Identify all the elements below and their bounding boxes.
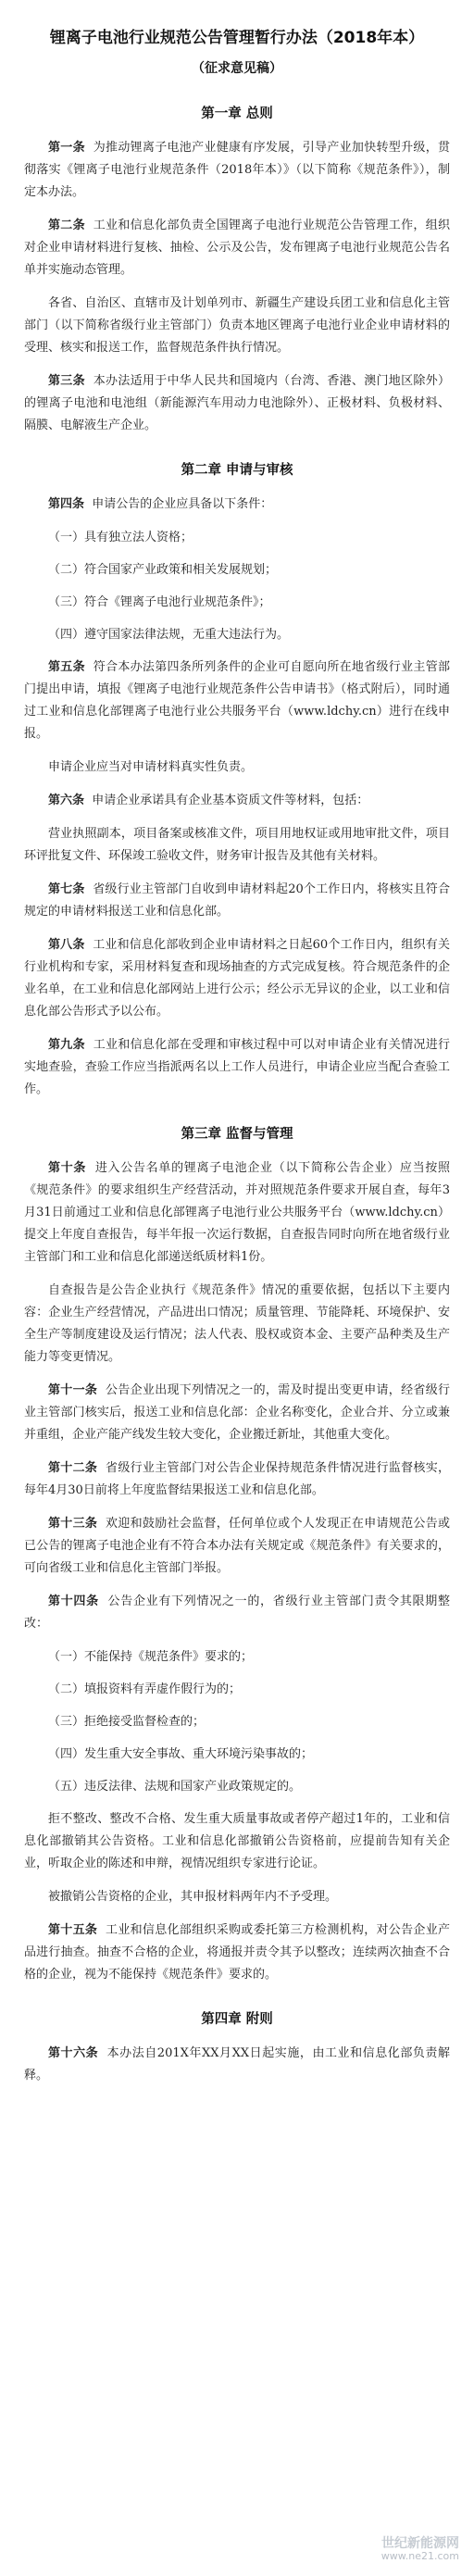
article-paragraph — [24, 757, 450, 779]
article-paragraph — [24, 1591, 450, 1635]
list-item — [24, 1776, 450, 1798]
article-text: 被撤销公告资格的企业，其申报材料两年内不予受理。 — [48, 1890, 338, 1904]
article-number: 第十二条 — [48, 1461, 98, 1475]
article-number: 第一条 — [48, 141, 85, 155]
article-number: 第十五条 — [48, 1923, 98, 1937]
article-paragraph — [24, 823, 450, 868]
article-number: 第五条 — [48, 660, 85, 674]
article-number: 第十六条 — [48, 2046, 99, 2060]
article-number: 第四条 — [48, 497, 85, 511]
article-paragraph — [24, 1513, 450, 1580]
article-text: 申请企业承诺具有企业基本资质文件等材料，包括： — [92, 794, 369, 807]
watermark-name: 世纪新能源网 — [381, 2536, 459, 2551]
article-number: 第三条 — [48, 374, 85, 388]
article-text: （四）发生重大安全事故、重大环境污染事故的； — [48, 1747, 314, 1761]
article-text: 工业和信息化部收到企业申请材料之日起60个工作日内，组织有关行业机构和专家，采用材料复查和现场抽查的方式完成复核。符合规范条件的企业名单，在工业和信息化部网站上进行公示；经公示无异议的企业，以工业和信息化部公告形式予以公布。 — [24, 938, 450, 1019]
list-item — [24, 1711, 450, 1733]
article-number: 第十一条 — [48, 1383, 98, 1397]
article-text: 营业执照副本，项目备案或核准文件，项目用地权证或用地审批文件，项目环评批复文件、环保竣工验收文件，财务审计报告及其他有关材料。 — [24, 827, 450, 863]
chapters-container — [24, 103, 450, 2087]
article-paragraph — [24, 1808, 450, 1875]
article-text: （三）符合《锂离子电池行业规范条件》； — [48, 595, 271, 609]
article-text: （四）遵守国家法律法规，无重大违法行为。 — [48, 628, 290, 642]
article-paragraph — [24, 293, 450, 359]
article-text: 申请企业应当对申请材料真实性负责。 — [48, 760, 254, 774]
article-paragraph — [24, 2043, 450, 2087]
article-text: 欢迎和鼓励社会监督，任何单位或个人发现正在申请规范公告或已公告的锂离子电池企业有不符合本办法有关规定或《规范条件》有关要求的，可向省级工业和信息化主管部门举报。 — [24, 1517, 450, 1575]
article-paragraph — [24, 137, 450, 204]
article-text: 省级行业主管部门对公告企业保持规范条件情况进行监督核实，每年4月30日前将上年度监督结果报送工业和信息化部。 — [24, 1461, 450, 1497]
article-text: 拒不整改、整改不合格、发生重大质量事故或者停产超过1年的，工业和信息化部撤销其公告资格。工业和信息化部撤销公告资格前，应提前告知有关企业，听取企业的陈述和申辩，视情况组织专家进行论证。 — [24, 1812, 450, 1870]
article-number: 第十条 — [48, 1161, 87, 1175]
watermark-url: www.ne21.com — [380, 2550, 459, 2562]
article-paragraph — [24, 494, 450, 516]
article-text: 公告企业有下列情况之一的，省级行业主管部门责令其限期整改： — [24, 1594, 450, 1631]
article-text: 本办法自201X年XX月XX日起实施，由工业和信息化部负责解释。 — [24, 2046, 450, 2082]
list-item — [24, 559, 450, 581]
article-text: （三）拒绝接受监督检查的； — [48, 1715, 206, 1729]
site-watermark — [381, 2537, 459, 2563]
document-title: 锂离子电池行业规范公告管理暂行办法（2018年本） — [49, 29, 425, 47]
article-paragraph — [24, 879, 450, 923]
chapter-heading: 第四章 附则 — [201, 2012, 273, 2027]
article-paragraph — [24, 1380, 450, 1446]
article-text: 自查报告是公告企业执行《规范条件》情况的重要依据，包括以下主要内容：企业生产经营情况，产品进出口情况；质量管理、节能降耗、环境保护、安全生产等制度建设及运行情况；法人代表、股权或资本金、主要产品种类及生产能力等变更情况。 — [24, 1283, 450, 1364]
article-paragraph — [24, 1034, 450, 1101]
article-text: 工业和信息化部在受理和审核过程中可以对申请企业有关情况进行实地查验，查验工作应当指派两名以上工作人员进行，申请企业应当配合查验工作。 — [24, 1038, 450, 1096]
list-item — [24, 592, 450, 614]
article-paragraph — [24, 790, 450, 812]
list-item — [24, 527, 450, 549]
article-text: （二）符合国家产业政策和相关发展规划； — [48, 563, 278, 577]
list-item — [24, 1646, 450, 1669]
article-text: 工业和信息化部负责全国锂离子电池行业规范公告管理工作，组织对企业申请材料进行复核、抽检、公示及公告，发布锂离子电池行业规范公告名单并实施动态管理。 — [24, 219, 450, 277]
article-text: （二）填报资料有弄虚作假行为的； — [48, 1682, 242, 1696]
chapter-heading: 第一章 总则 — [201, 106, 273, 121]
article-paragraph — [24, 657, 450, 745]
chapter-heading: 第二章 申请与审核 — [181, 463, 293, 478]
list-item — [24, 1679, 450, 1701]
article-number: 第七条 — [48, 882, 85, 896]
article-text: 省级行业主管部门自收到申请材料起20个工作日内，将核实且符合规定的申请材料报送工业和信息化部。 — [24, 882, 450, 919]
article-text: 各省、自治区、直辖市及计划单列市、新疆生产建设兵团工业和信息化主管部门（以下简称省级行业主管部门）负责本地区锂离子电池行业企业申请材料的受理、核实和报送工作，监督规范条件执行情况。 — [24, 296, 450, 355]
article-text: 为推动锂离子电池产业健康有序发展，引导产业加快转型升级，贯彻落实《锂离子电池行业规范条件（2018年本）》（以下简称《规范条件》），制定本办法。 — [24, 141, 450, 199]
article-number: 第二条 — [48, 219, 85, 232]
chapter-heading: 第三章 监督与管理 — [181, 1127, 293, 1142]
article-text: （一）不能保持《规范条件》要求的； — [48, 1650, 254, 1664]
article-number: 第十三条 — [48, 1517, 98, 1531]
article-paragraph — [24, 1457, 450, 1502]
article-number: 第六条 — [48, 794, 85, 807]
article-number: 第九条 — [48, 1038, 85, 1052]
article-text: 公告企业出现下列情况之一的，需及时提出变更申请，经省级行业主管部门核实后，报送工业和信息化部：企业名称变化，企业合并、分立或兼并重组，企业产能产线发生较大变化，企业搬迁新址，其他重大变化。 — [24, 1383, 450, 1442]
article-number: 第八条 — [48, 938, 85, 952]
article-text: 工业和信息化部组织采购或委托第三方检测机构，对公告企业产品进行抽查。抽查不合格的企业，将通报并责令其予以整改；连续两次抽查不合格的企业，视为不能保持《规范条件》要求的。 — [24, 1923, 450, 1982]
article-text: 符合本办法第四条所列条件的企业可自愿向所在地省级行业主管部门提出申请，填报《锂离子电池行业规范条件公告申请书》（格式附后），同时通过工业和信息化部锂离子电池行业公共服务平台（www.ldchy.cn）进行在线申报。 — [24, 660, 450, 741]
article-paragraph — [24, 370, 450, 437]
article-paragraph — [24, 1157, 450, 1269]
document-subtitle: （征求意见稿） — [192, 61, 282, 76]
article-paragraph — [24, 934, 450, 1023]
article-paragraph — [24, 1280, 450, 1369]
list-item — [24, 1744, 450, 1766]
article-text: 申请公告的企业应具备以下条件： — [92, 497, 273, 511]
article-text: 进入公告名单的锂离子电池企业（以下简称公告企业）应当按照《规范条件》的要求组织生产经营活动，并对照规范条件要求开展自查，每年3月31日前通过工业和信息化部锂离子电池行业公共服务平台（www.ldchy.cn）提交上年度自查报告，每半年报一次运行数据，自查报告同时向所在地省级行业主管部门和工业和信息化部递送纸质材料1份。 — [24, 1161, 450, 1264]
article-paragraph — [24, 215, 450, 281]
list-item — [24, 624, 450, 646]
article-number: 第十四条 — [48, 1594, 99, 1608]
article-text: （五）违反法律、法规和国家产业政策规定的。 — [48, 1780, 302, 1794]
article-paragraph — [24, 1919, 450, 1986]
article-paragraph — [24, 1886, 450, 1908]
article-text: 本办法适用于中华人民共和国境内（台湾、香港、澳门地区除外）的锂离子电池和电池组（新能源汽车用动力电池除外）、正极材料、负极材料、隔膜、电解液生产企业。 — [24, 374, 450, 432]
article-text: （一）具有独立法人资格； — [48, 531, 193, 544]
